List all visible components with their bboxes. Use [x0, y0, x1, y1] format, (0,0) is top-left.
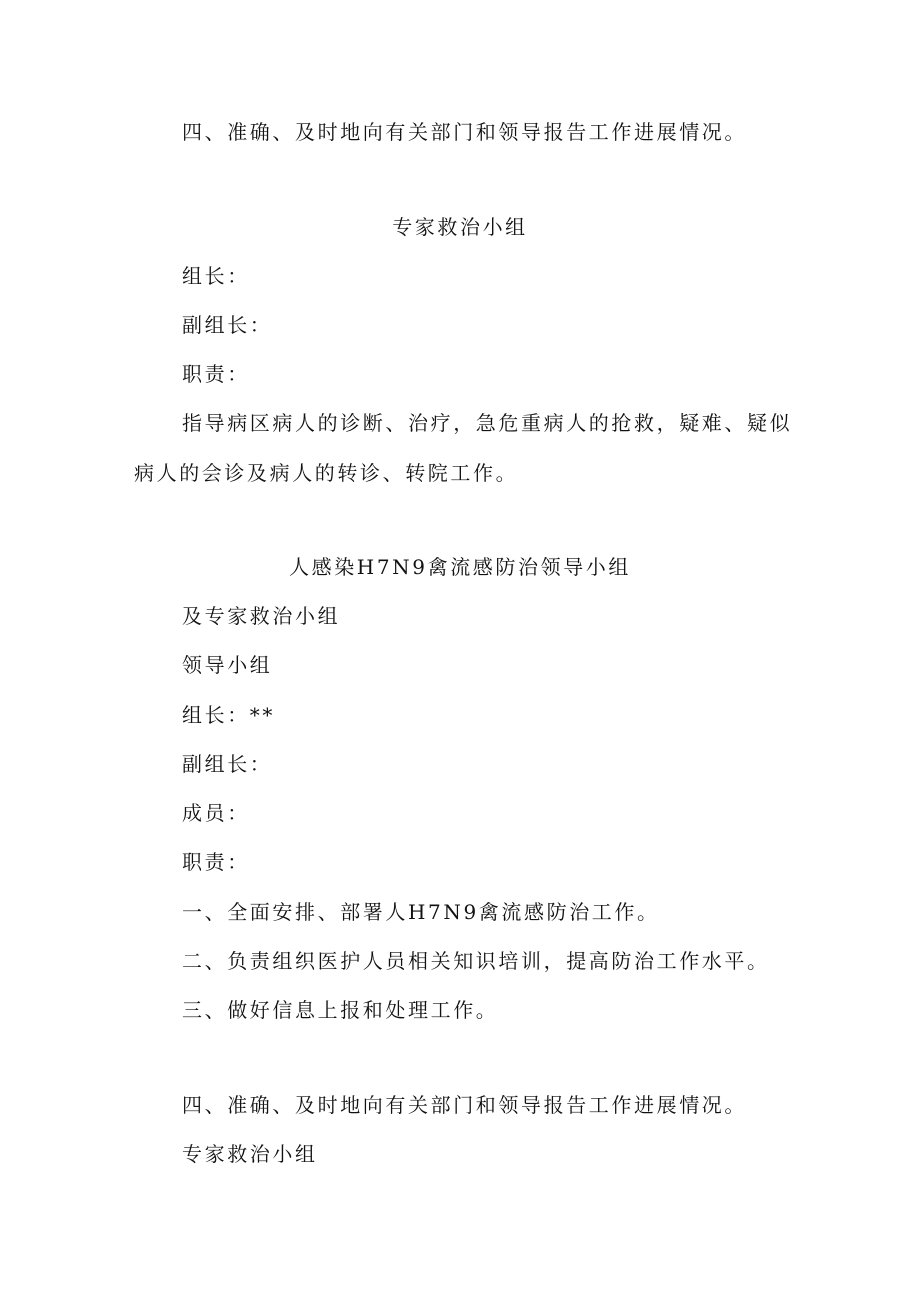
expert-duties-label: 职责：	[182, 362, 250, 386]
deputy-leader-line: 副组长：	[182, 752, 273, 776]
duty-item-2: 二、负责组织医护人员相关知识培训，提高防治工作水平。	[182, 949, 770, 973]
duty-item-1: 一、全面安排、部署人H7N9禽流感防治工作。	[182, 900, 660, 924]
duty-item-4: 四、准确、及时地向有关部门和领导报告工作进展情况。	[182, 1093, 747, 1117]
expert-group-heading-bottom: 专家救治小组	[182, 1142, 318, 1166]
document-subtitle: 及专家救治小组	[182, 604, 341, 628]
expert-group-heading: 专家救治小组	[392, 215, 528, 239]
leader-line: 组长：**	[182, 703, 275, 727]
leading-group-heading: 领导小组	[182, 653, 273, 677]
expert-deputy-line: 副组长：	[182, 313, 273, 337]
document-title: 人感染H7N9禽流感防治领导小组	[289, 555, 631, 579]
duty-item-3: 三、做好信息上报和处理工作。	[182, 998, 499, 1022]
expert-leader-line: 组长：	[182, 264, 250, 288]
duties-label: 职责：	[182, 850, 250, 874]
expert-duties-text-line1: 指导病区病人的诊断、治疗，急危重病人的抢救，疑难、疑似	[182, 411, 793, 435]
duty-item-4-previous: 四、准确、及时地向有关部门和领导报告工作进展情况。	[182, 120, 747, 144]
expert-duties-text-line2: 病人的会诊及病人的转诊、转院工作。	[134, 461, 519, 485]
members-line: 成员：	[182, 801, 250, 825]
